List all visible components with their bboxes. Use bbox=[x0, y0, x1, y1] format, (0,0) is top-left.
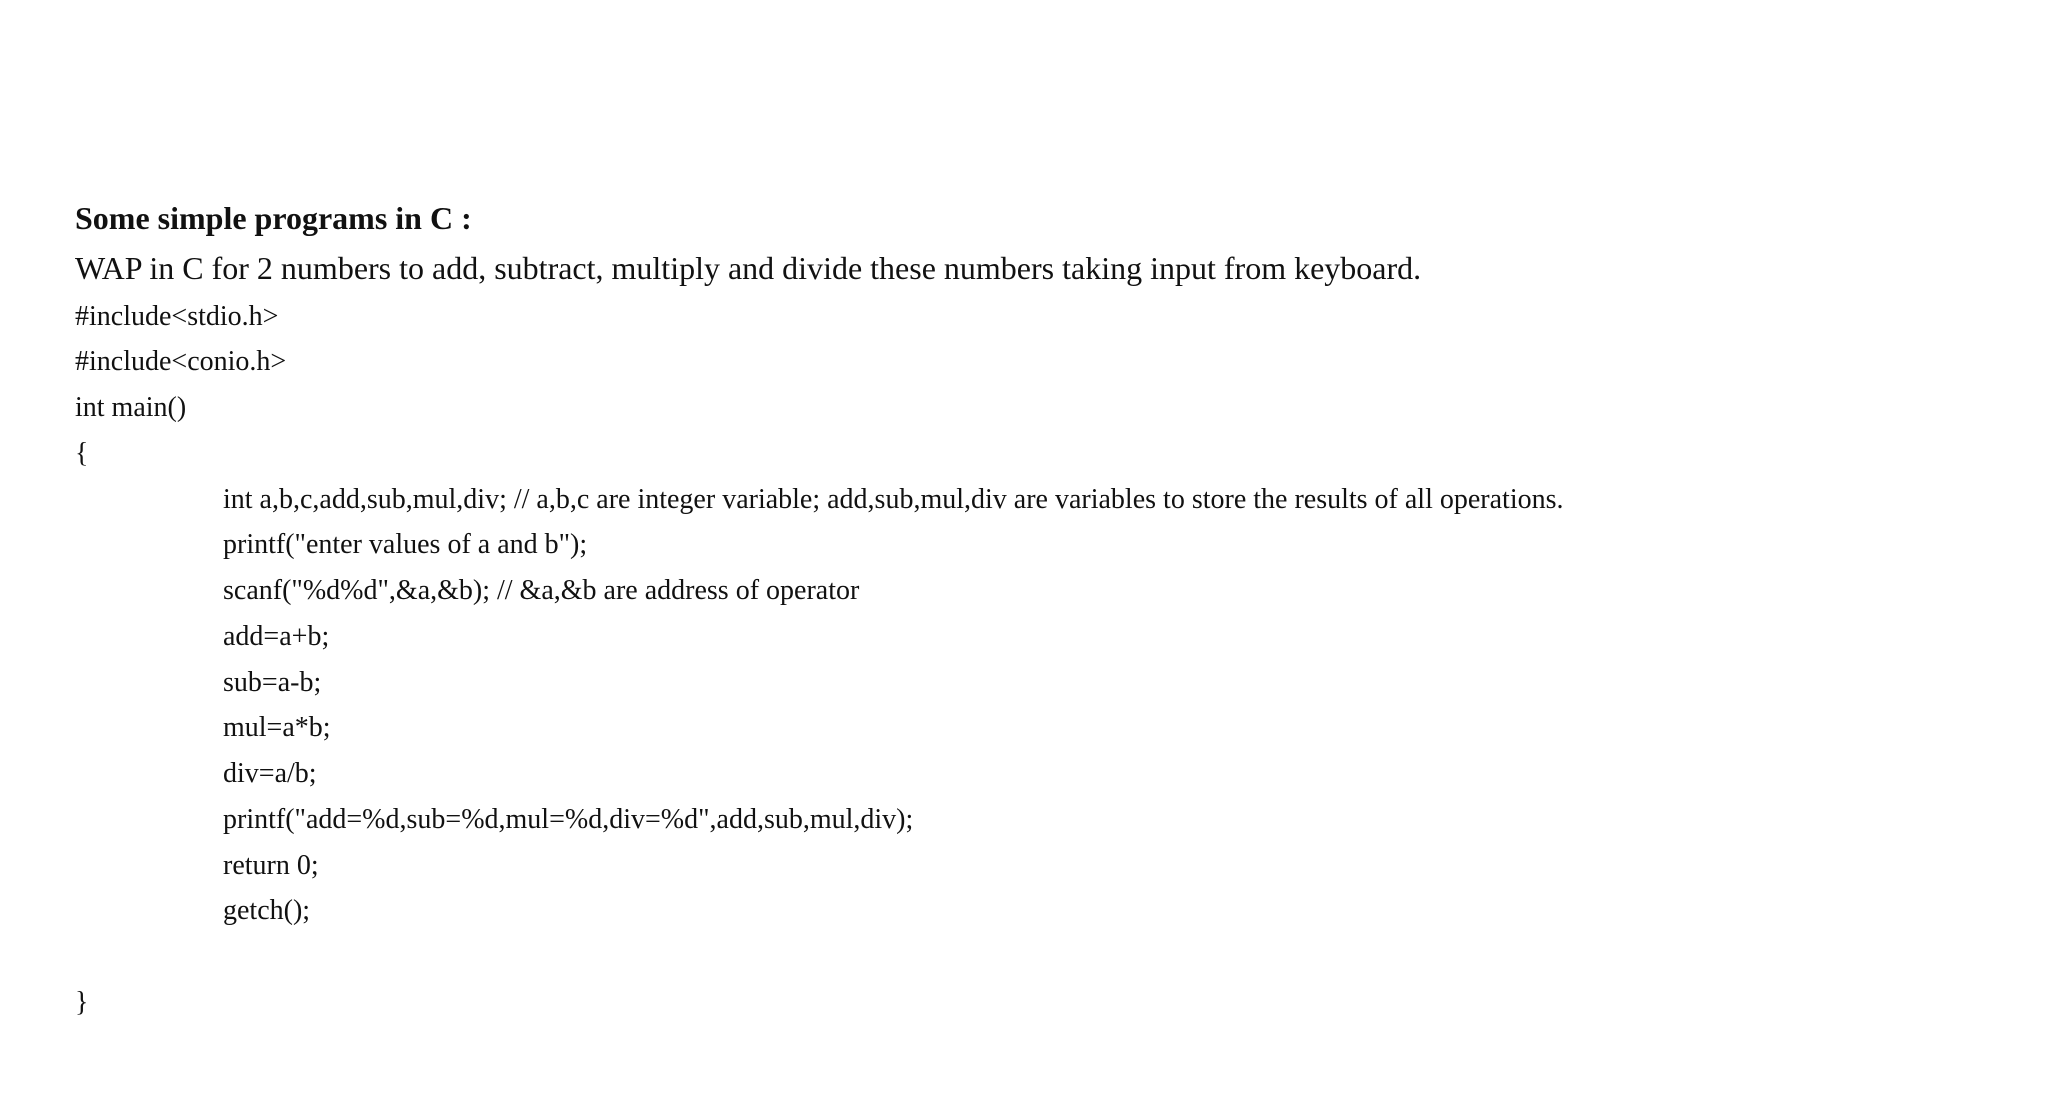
code-line-scanf: scanf("%d%d",&a,&b); // &a,&b are address of operator bbox=[223, 575, 860, 606]
code-line-close-brace: } bbox=[75, 987, 89, 1018]
code-line-mul: mul=a*b; bbox=[223, 712, 331, 743]
code-line-sub: sub=a-b; bbox=[223, 667, 322, 698]
code-line-getch: getch(); bbox=[223, 895, 311, 926]
problem-statement: WAP in C for 2 numbers to add, subtract, multiply and divide these numbers taking input from keyboard. bbox=[75, 250, 1422, 286]
code-line-div: div=a/b; bbox=[223, 758, 317, 789]
code-line-variable-declaration: int a,b,c,add,sub,mul,div; // a,b,c are integer variable; add,sub,mul,div are variables to store the results of all operations. bbox=[223, 484, 1564, 515]
code-line-open-brace: { bbox=[75, 438, 89, 469]
code-line-main-signature: int main() bbox=[75, 392, 187, 423]
code-line-include-conio: #include<conio.h> bbox=[75, 346, 287, 377]
code-line-printf-results: printf("add=%d,sub=%d,mul=%d,div=%d",add,sub,mul,div); bbox=[223, 804, 914, 835]
code-line-printf-prompt: printf("enter values of a and b"); bbox=[223, 529, 588, 560]
code-line-add: add=a+b; bbox=[223, 621, 330, 652]
document-heading: Some simple programs in C : bbox=[75, 200, 472, 236]
code-line-return: return 0; bbox=[223, 850, 319, 881]
code-line-include-stdio: #include<stdio.h> bbox=[75, 301, 279, 332]
